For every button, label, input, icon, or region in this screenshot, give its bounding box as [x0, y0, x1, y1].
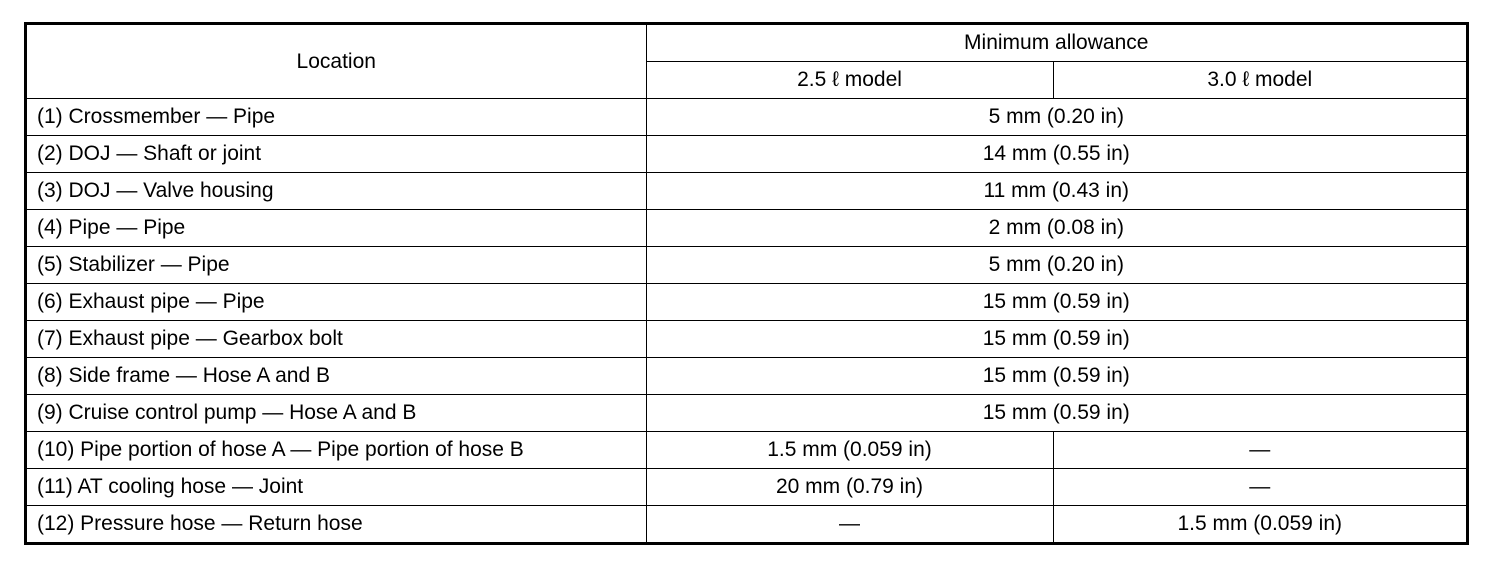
row-location: (5) Stabilizer — Pipe [27, 247, 646, 284]
row-value: 11 mm (0.43 in) [646, 173, 1466, 210]
row-value-model-b: — [1053, 432, 1466, 469]
table-row [27, 321, 1466, 358]
row-location: (10) Pipe portion of hose A — Pipe portion of hose B [27, 432, 646, 469]
row-location: (2) DOJ — Shaft or joint [27, 136, 646, 173]
row-value: 5 mm (0.20 in) [646, 99, 1466, 136]
table-row [27, 432, 1466, 469]
header-min-allowance: Minimum allowance [646, 25, 1466, 62]
table-row [27, 247, 1466, 284]
row-value: 14 mm (0.55 in) [646, 136, 1466, 173]
header-model-a: 2.5 ℓ model [646, 62, 1053, 99]
row-value: 2 mm (0.08 in) [646, 210, 1466, 247]
table-row [27, 358, 1466, 395]
row-location: (6) Exhaust pipe — Pipe [27, 284, 646, 321]
row-value-model-b: 1.5 mm (0.059 in) [1053, 506, 1466, 543]
table-row [27, 284, 1466, 321]
row-location: (4) Pipe — Pipe [27, 210, 646, 247]
table-row [27, 210, 1466, 247]
table-row [27, 506, 1466, 543]
table-row [27, 395, 1466, 432]
row-value: 15 mm (0.59 in) [646, 284, 1466, 321]
row-location: (1) Crossmember — Pipe [27, 99, 646, 136]
row-value: 15 mm (0.59 in) [646, 395, 1466, 432]
table-row [27, 99, 1466, 136]
row-value-model-a: 1.5 mm (0.059 in) [646, 432, 1053, 469]
row-value: 15 mm (0.59 in) [646, 358, 1466, 395]
row-location: (12) Pressure hose — Return hose [27, 506, 646, 543]
row-location: (3) DOJ — Valve housing [27, 173, 646, 210]
table-row [27, 136, 1466, 173]
table-row [27, 173, 1466, 210]
table-row [27, 469, 1466, 506]
row-location: (9) Cruise control pump — Hose A and B [27, 395, 646, 432]
header-location: Location [27, 25, 646, 99]
row-value-model-b: — [1053, 469, 1466, 506]
row-value: 15 mm (0.59 in) [646, 321, 1466, 358]
row-value: 5 mm (0.20 in) [646, 247, 1466, 284]
row-value-model-a: — [646, 506, 1053, 543]
allowance-table-grid [27, 25, 1466, 542]
header-model-b: 3.0 ℓ model [1053, 62, 1466, 99]
header-row-1 [27, 25, 1466, 62]
row-location: (8) Side frame — Hose A and B [27, 358, 646, 395]
row-value-model-a: 20 mm (0.79 in) [646, 469, 1053, 506]
row-location: (7) Exhaust pipe — Gearbox bolt [27, 321, 646, 358]
allowance-table [24, 22, 1469, 545]
row-location: (11) AT cooling hose — Joint [27, 469, 646, 506]
